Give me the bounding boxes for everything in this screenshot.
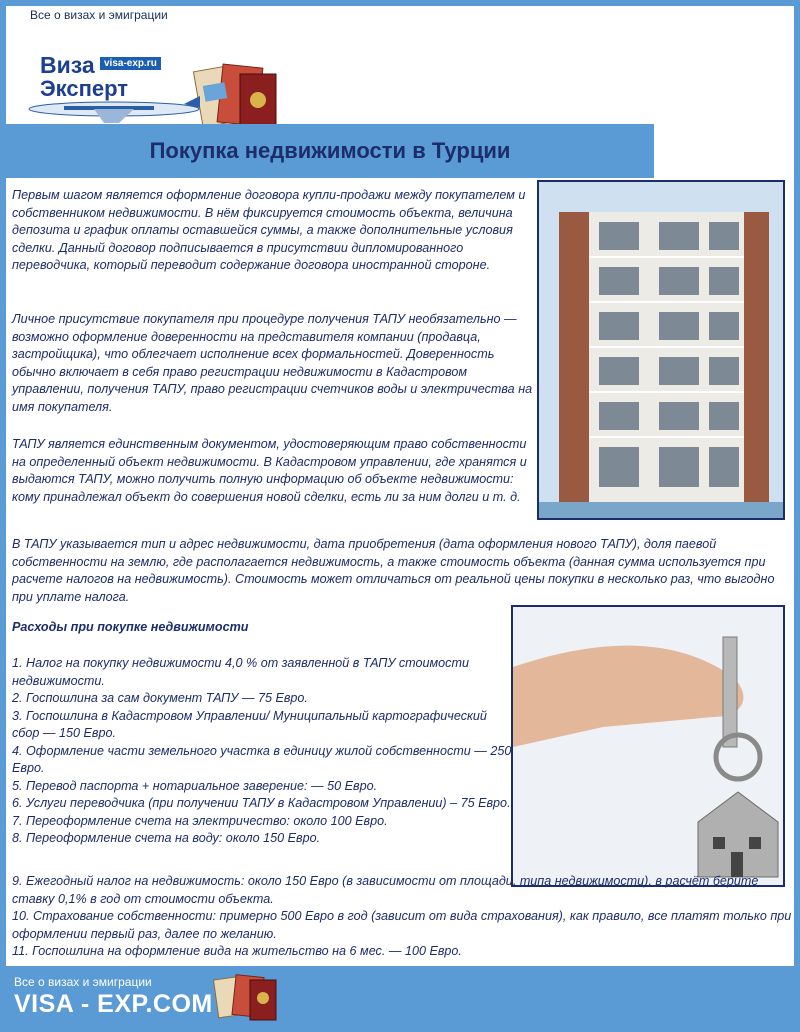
building-photo	[537, 180, 785, 520]
list-item: 8. Переоформление счета на воду: около 150 Евро.	[12, 831, 321, 845]
list-item: 3. Госпошлина в Кадастровом Управлении/ Муниципальный картографический сбор — 150 Евро.	[12, 708, 487, 740]
list-item: 4. Оформление части земельного участка в единицу жилой собственности — 250 Евро.	[12, 743, 512, 775]
list-item: 9. Ежегодный налог на недвижимость: около 150 Евро (в зависимости от площади, типа недвижимости), в расчёт берите ставку 0,1% в год от стоимости объекта.	[12, 874, 759, 906]
paragraph-contract: Первым шагом является оформление договора купли-продажи между покупателем и собственником недвижимости. В нём фиксируется стоимость объекта, величина депозита и график оплаты оставшейся суммы, а также дополнительные условия сделки. Данный договор подписывается в присутствии дипломированного переводчика, который переводит содержание договора иностранной стороне.	[12, 188, 526, 272]
costs-heading: Расходы при покупке недвижимости	[12, 620, 249, 634]
footer-tagline: Все о визах и эмиграции	[14, 975, 152, 989]
paragraph-tapu-details: В ТАПУ указывается тип и адрес недвижимости, дата приобретения (дата оформления нового ТАПУ), доля паевой собственности на землю, где располагается недвижимость, а также стоимость объекта (данная сумма используется при расчете налогов на недвижимость). Стоимость может отличаться от реальной цены покупки в несколько раз, что выгодно при уплате налога.	[12, 537, 775, 604]
site-logo[interactable]	[12, 24, 264, 120]
paragraph-tapu: ТАПУ является единственным документом, удостоверяющим право собственности на определенный объект недвижимости. В Кадастровом управлении, где хранятся и выдаются ТАПУ, можно получить полную информацию об объекте недвижимости: кому принадлежал объект до совершения новой сделки, есть ли за ним долги и т. д.	[12, 437, 527, 504]
header-tagline: Все о визах и эмиграции	[30, 8, 168, 22]
logo-word-expert: Эксперт	[40, 76, 129, 101]
list-item: 6. Услуги переводчика (при получении ТАПУ в Кадастровом Управлении) – 75 Евро.	[12, 796, 511, 810]
hand-key-illustration	[513, 607, 783, 885]
logo-word-viza: Виза	[40, 52, 95, 78]
airplane-icon	[24, 94, 204, 124]
page-title: Покупка недвижимости в Турции	[149, 138, 511, 163]
list-item: 11. Госпошлина на оформление вида на жительство на 6 мес. — 100 Евро.	[12, 944, 462, 958]
list-item: 10. Страхование собственности: примерно 500 Евро в год (зависит от вида страхования), как правило, все платят только при оформлении первый раз, далее по желанию.	[12, 909, 792, 941]
logo-url: visa-exp.ru	[100, 57, 161, 70]
title-bar	[6, 124, 654, 178]
building-illustration	[539, 182, 783, 518]
list-item: 2. Госпошлина за сам документ ТАПУ — 75 Евро.	[12, 691, 308, 705]
passport-icon	[212, 972, 282, 1022]
costs-list-wide	[12, 873, 792, 961]
hand-key-photo	[511, 605, 785, 887]
paragraph-power-of-attorney: Личное присутствие покупателя при процедуре получения ТАПУ необязательно — возможно оформление доверенности на представителя компании (продавца, застройщика), что облегчает исполнение всех формальностей. Доверенность обычно включает в себя право регистрации недвижимости в Кадастровом управлении, получения ТАПУ, право регистрации счетчиков воды и электричества на имя покупателя.	[12, 312, 533, 414]
footer-site-url[interactable]: VISA - EXP.COM	[14, 990, 213, 1018]
list-item: 7. Переоформление счета на электричество: около 100 Евро.	[12, 813, 388, 828]
list-item: 1. Налог на покупку недвижимости 4,0 % от заявленной в ТАПУ стоимости недвижимости.	[12, 656, 469, 688]
list-item: 5. Перевод паспорта + нотариальное заверение: — 50 Евро.	[12, 778, 378, 793]
costs-list	[12, 655, 512, 848]
